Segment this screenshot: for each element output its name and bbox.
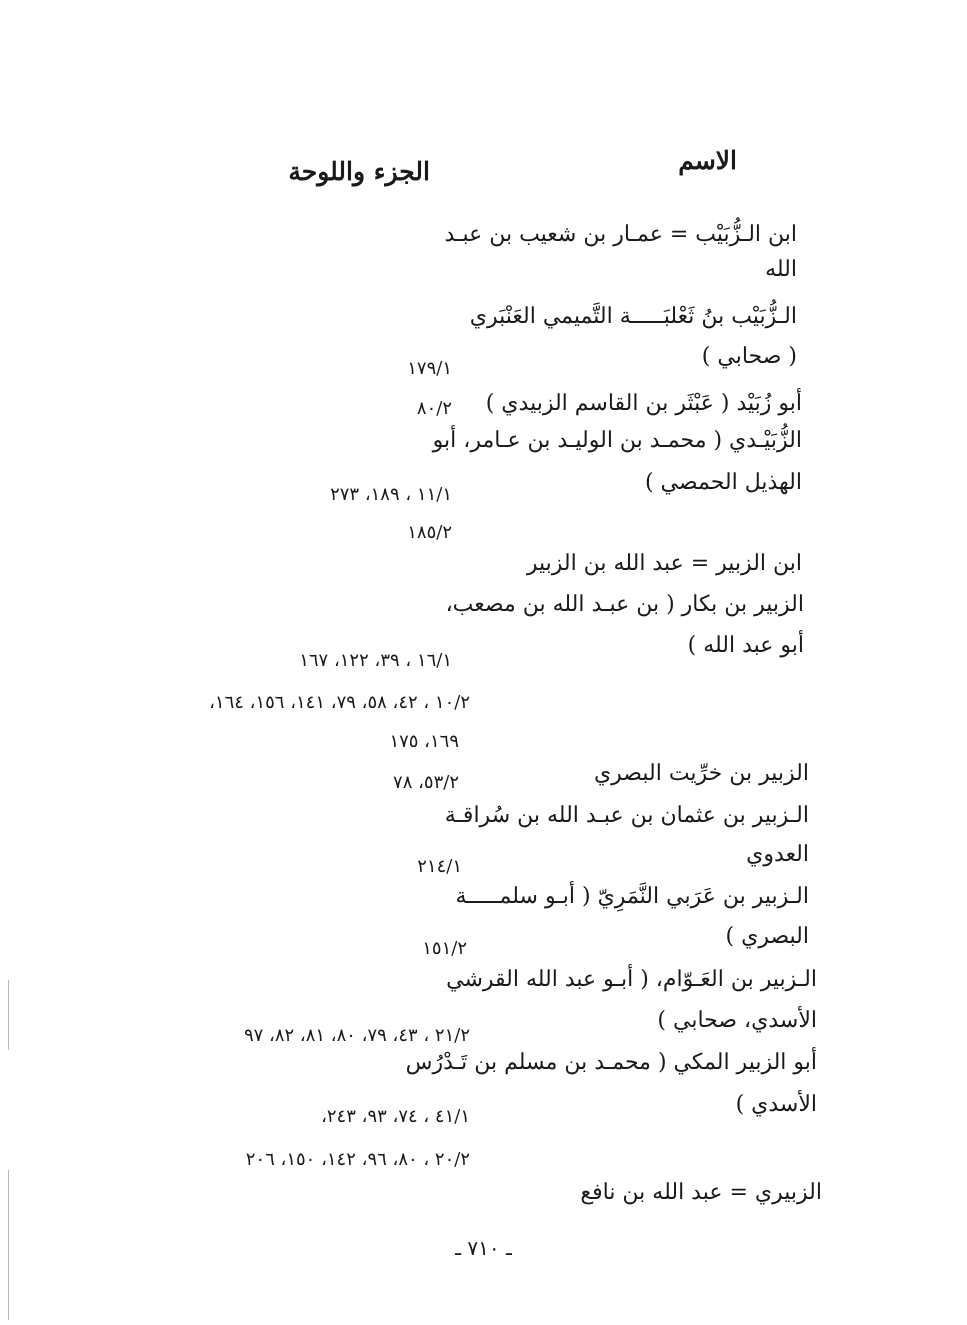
entry-reference: ١٨٥/٢ [407,522,452,543]
entry-name-line: الـزُّبَيْب بنُ ثَعْلبَـــــة التَّميمي العَنْبَري [469,304,797,329]
entry-name-line: أبو عبد الله ) [687,633,804,658]
entry-name-line: أبو زُبَيْد ( عَبْثَر بن القاسم الزبيدي ) [485,391,802,416]
entry-name-line: العدوي [746,842,809,867]
entry-reference: ٨٠/٢ [416,398,452,419]
entry-name-line: الزبير بن خرِّيت البصري [593,761,809,786]
scan-edge-line [8,980,9,1050]
entry-reference: ١٦/١ ، ٣٩، ١٢٢، ١٦٧ [299,650,452,671]
entry-name-line: الهذيل الحمصي ) [644,470,802,495]
entry-name-line: الـزبير بن عثمان بن عبـد الله بن سُراقـة [444,803,809,828]
entry-name-line: أبو الزبير المكي ( محمـد بن مسلم بن تَـدْرُس [405,1050,817,1075]
name-column-header: الاسم [678,146,737,175]
scan-edge-line [8,1170,9,1320]
entry-reference: ١٠/٢ ، ٤٢، ٥٨، ٧٩، ١٤١، ١٥٦، ١٦٤، [209,692,470,713]
entry-reference: ١١/١ ، ١٨٩، ٢٧٣ [330,484,452,505]
page-number: ـ ٧١٠ ـ [455,1236,512,1260]
entry-name-line: الأسدي، صحابي ) [657,1008,817,1033]
entry-name-line: ابن الـزُّبَيْب = عمـار بن شعيب بن عبـد [444,222,797,247]
entry-name-line: الله [765,257,797,282]
entry-name-line: ابن الزبير = عبد الله بن الزبير [526,551,802,576]
entry-reference: ١٦٩، ١٧٥ [389,731,459,752]
entry-name-line: الزبيري = عبد الله بن نافع [580,1180,822,1205]
entry-name-line: الزبير بن بكار ( بن عبـد الله بن مصعب، [445,592,804,617]
entry-reference: ٢١٤/١ [417,856,462,877]
entry-name-line: الأسدي ) [735,1092,817,1117]
entry-name-line: ( صحابي ) [701,344,797,369]
entry-reference: ١٧٩/١ [407,358,452,379]
entry-name-line: الـزبير بن عَرَبي النَّمَرِيّ ( أبـو سلمـــــة [455,884,809,909]
entry-reference: ٤١/١ ، ٧٤، ٩٣، ٢٤٣، [321,1106,470,1127]
entry-reference: ٢٠/٢ ، ٨٠، ٩٦، ١٤٢، ١٥٠، ٢٠٦ [245,1149,470,1170]
entry-reference: ١٥١/٢ [422,938,467,959]
entry-name-line: الزُّبَيْـدي ( محمـد بن الوليـد بن عـامر، أبو [432,428,802,453]
entry-reference: ٢١/٢ ، ٤٣، ٧٩، ٨٠، ٨١، ٨٢، ٩٧ [243,1025,470,1046]
entry-reference: ٥٣/٢، ٧٨ [393,772,459,793]
reference-column-header: الجزء واللوحة [288,157,430,186]
entry-name-line: البصري ) [725,924,809,949]
entry-name-line: الـزبير بن العَـوّام، ( أبـو عبد الله القرشي [446,967,817,992]
